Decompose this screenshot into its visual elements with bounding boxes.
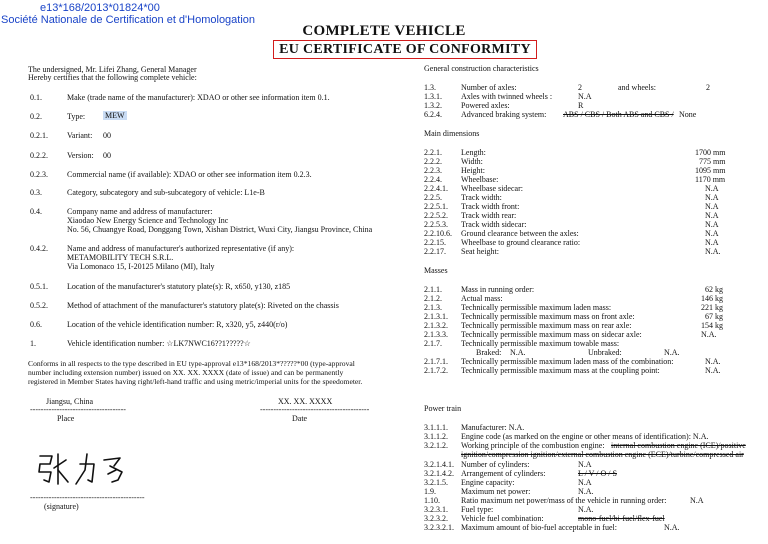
struck-option-text: mono-fuel/bi-fuel/flex-fuel bbox=[578, 514, 665, 523]
spec-number: 3.2.3.2. bbox=[424, 514, 448, 523]
spec-label: Technically permissible maximum towable mass: bbox=[461, 339, 620, 348]
spec-number: 2.2.5.1. bbox=[424, 202, 448, 211]
spec-label: and wheels: bbox=[618, 83, 656, 92]
spec-number: 3.2.1.2. bbox=[424, 441, 448, 450]
spec-number: 2.2.5.2. bbox=[424, 211, 448, 220]
place-dashes: ------------------------------------ bbox=[30, 405, 126, 414]
spec-label: Height: bbox=[461, 166, 485, 175]
spec-text: Working principle of the combustion engine: bbox=[461, 441, 605, 450]
item-number: 0.1. bbox=[30, 93, 42, 102]
item-text: Commercial name (if available): XDAO or other see information item 0.2.3. bbox=[67, 170, 312, 179]
spec-number: 2.2.10.6. bbox=[424, 229, 452, 238]
spec-text: Engine code (as marked on the engine or other means of identification): N.A. bbox=[461, 432, 709, 441]
struck-option-text: ABS / CBS / Both ABS and CBS / bbox=[563, 110, 674, 119]
spec-number: 2.2.1. bbox=[424, 148, 442, 157]
spec-label: Track width sidecar: bbox=[461, 220, 527, 229]
spec-value: N.A. bbox=[705, 357, 721, 366]
spec-number: 2.1.2. bbox=[424, 294, 442, 303]
struck-option-text: L / V / O / S bbox=[578, 469, 617, 478]
document-title: COMPLETE VEHICLE bbox=[302, 23, 466, 39]
spec-number: 2.1.3.2. bbox=[424, 321, 448, 330]
section-heading-general: General construction characteristics bbox=[424, 64, 539, 73]
section-heading-masses: Masses bbox=[424, 266, 448, 275]
spec-value: 221 kg bbox=[701, 303, 723, 312]
item-number: 0.5.1. bbox=[30, 282, 48, 291]
spec-label: Wheelbase sidecar: bbox=[461, 184, 523, 193]
type-value-highlighted: MEW bbox=[105, 111, 125, 120]
authority-header: Société Nationale de Certification et d'Homologation bbox=[1, 14, 256, 26]
spec-label: Length: bbox=[461, 148, 486, 157]
spec-number: 3.2.1.5. bbox=[424, 478, 448, 487]
spec-value: 1700 mm bbox=[695, 148, 726, 157]
spec-label: Technically permissible maximum mass on sidecar axle: bbox=[461, 330, 642, 339]
spec-value: 775 mm bbox=[699, 157, 726, 166]
spec-label: Width: bbox=[461, 157, 483, 166]
spec-value: 2 bbox=[706, 83, 710, 92]
spec-value: 62 kg bbox=[705, 285, 723, 294]
struck-option-text: internal combustion engine (ICE)/positive bbox=[611, 441, 746, 450]
spec-number: 2.1.3. bbox=[424, 303, 442, 312]
item-number: 0.2. bbox=[30, 112, 42, 121]
spec-value: N.A. bbox=[664, 348, 680, 357]
representative-name: METAMOBILITY TECH S.R.L. bbox=[67, 253, 174, 262]
item-text: Name and address of manufacturer's authorized representative (if any): bbox=[67, 244, 295, 253]
spec-label: Engine capacity: bbox=[461, 478, 515, 487]
spec-value: N.A bbox=[705, 184, 719, 193]
item-text: Company name and address of manufacturer: bbox=[67, 207, 213, 216]
item-number: 1. bbox=[30, 339, 36, 348]
item-text: Make (trade name of the manufacturer): XDAO or other see information item 0.1. bbox=[67, 93, 330, 102]
spec-number: 3.2.3.1. bbox=[424, 505, 448, 514]
spec-value: N.A. bbox=[701, 330, 717, 339]
item-number: 0.2.2. bbox=[30, 151, 48, 160]
spec-value: R bbox=[578, 101, 584, 110]
intro-line-1: The undersigned, Mr. Lifei Zhang, General Manager bbox=[28, 65, 197, 74]
spec-number: 2.1.3.1. bbox=[424, 312, 448, 321]
spec-number: 2.1.7. bbox=[424, 339, 442, 348]
spec-label: Arrangement of cylinders: bbox=[461, 469, 546, 478]
conformity-line-1: Conforms in all respects to the type described in EU type-approval e13*168/2013*?????*00 (type-approval bbox=[28, 359, 355, 368]
spec-number: 3.1.1.1. bbox=[424, 423, 448, 432]
document-subtitle-boxed: EU CERTIFICATE OF CONFORMITY bbox=[273, 40, 537, 59]
spec-number: 3.2.1.4.1. bbox=[424, 460, 454, 469]
spec-value: N.A bbox=[705, 211, 719, 220]
spec-number: 1.10. bbox=[424, 496, 440, 505]
spec-value: N.A bbox=[578, 92, 592, 101]
spec-value: N.A. bbox=[705, 247, 721, 256]
spec-value: N.A bbox=[578, 460, 592, 469]
signature-label: (signature) bbox=[44, 502, 79, 511]
item-text: Location of the manufacturer's statutory plate(s): R, x650, y130, z185 bbox=[67, 282, 291, 291]
spec-label: Number of cylinders: bbox=[461, 460, 530, 469]
intro-line-2: Hereby certifies that the following complete vehicle: bbox=[28, 73, 197, 82]
spec-label: Advanced braking system: bbox=[461, 110, 547, 119]
spec-value: 1170 mm bbox=[695, 175, 726, 184]
spec-value: 146 kg bbox=[701, 294, 723, 303]
section-heading-dimensions: Main dimensions bbox=[424, 129, 480, 138]
item-label: Version: bbox=[67, 151, 94, 160]
spec-value: N.A. bbox=[664, 523, 680, 532]
manufacturer-address: No. 56, Chuangye Road, Donggang Town, Xishan District, Wuxi City, Jiangsu Province, China bbox=[67, 225, 373, 234]
spec-text: Manufacturer: N.A. bbox=[461, 423, 525, 432]
spec-text: Maximum amount of bio-fuel acceptable in fuel: bbox=[461, 523, 617, 532]
spec-number: 1.3.1. bbox=[424, 92, 442, 101]
spec-number: 2.1.1. bbox=[424, 285, 442, 294]
spec-label: Technically permissible maximum mass on front axle: bbox=[461, 312, 635, 321]
spec-label: Seat height: bbox=[461, 247, 499, 256]
spec-label: Powered axles: bbox=[461, 101, 510, 110]
item-number: 0.2.1. bbox=[30, 131, 48, 140]
spec-label: Technically permissible maximum mass at the coupling point: bbox=[461, 366, 660, 375]
manufacturer-name: Xiaodao New Energy Science and Technology Inc bbox=[67, 216, 229, 225]
spec-value: 2 bbox=[578, 83, 582, 92]
section-heading-power-train: Power train bbox=[424, 404, 462, 413]
spec-number: 3.2.1.4.2. bbox=[424, 469, 454, 478]
item-number: 0.5.2. bbox=[30, 301, 48, 310]
spec-label: Number of axles: bbox=[461, 83, 517, 92]
handwritten-signature bbox=[36, 450, 136, 490]
item-number: 0.6. bbox=[30, 320, 42, 329]
spec-label: Braked: bbox=[476, 348, 502, 357]
signature-dashes: ------------------------------------------- bbox=[30, 493, 145, 502]
spec-value: N.A bbox=[690, 496, 704, 505]
spec-number: 1.3. bbox=[424, 83, 436, 92]
spec-label: Wheelbase: bbox=[461, 175, 499, 184]
spec-value: N.A bbox=[705, 193, 719, 202]
spec-number: 2.2.2. bbox=[424, 157, 442, 166]
item-value: 00 bbox=[103, 151, 111, 160]
spec-number: 2.1.3.3. bbox=[424, 330, 448, 339]
item-text: Location of the vehicle identification number: R, x320, y5, z440(r/o) bbox=[67, 320, 288, 329]
spec-number: 1.9. bbox=[424, 487, 436, 496]
spec-label: Technically permissible maximum laden mass of the combination: bbox=[461, 357, 674, 366]
spec-number: 2.2.4.1. bbox=[424, 184, 448, 193]
item-text: Category, subcategory and sub-subcategory of vehicle: L1e-B bbox=[67, 188, 265, 197]
spec-label: Technically permissible maximum mass on rear axle: bbox=[461, 321, 632, 330]
spec-label: Vehicle fuel combination: bbox=[461, 514, 544, 523]
spec-number: 2.2.5.3. bbox=[424, 220, 448, 229]
spec-number: 2.2.4. bbox=[424, 175, 442, 184]
item-label: Variant: bbox=[67, 131, 93, 140]
spec-number: 3.2.3.2.1. bbox=[424, 523, 454, 532]
date-label: Date bbox=[292, 414, 308, 423]
spec-value: N.A. bbox=[578, 487, 594, 496]
spec-number: 2.1.7.2. bbox=[424, 366, 448, 375]
struck-option-text: ignition/compression ignition/external combustion engine (ECE)/turbine/compressed air bbox=[461, 450, 744, 459]
spec-label: Mass in running order: bbox=[461, 285, 535, 294]
spec-number: 1.3.2. bbox=[424, 101, 442, 110]
spec-label: Track width: bbox=[461, 193, 502, 202]
spec-value: 154 kg bbox=[701, 321, 723, 330]
item-number: 0.3. bbox=[30, 188, 42, 197]
item-label: Type: bbox=[67, 112, 86, 121]
place-label: Place bbox=[57, 414, 75, 423]
approval-number-header: e13*168/2013*01824*00 bbox=[40, 2, 160, 14]
conformity-line-3: registered in Member States having right/left-hand traffic and using metric/imperial units for the speedometer. bbox=[28, 377, 363, 386]
item-number: 0.2.3. bbox=[30, 170, 48, 179]
spec-value: N.A. bbox=[578, 505, 594, 514]
item-value: 00 bbox=[103, 131, 111, 140]
spec-label: Actual mass: bbox=[461, 294, 503, 303]
spec-number: 2.2.3. bbox=[424, 166, 442, 175]
spec-text: Ratio maximum net power/mass of the vehicle in running order: bbox=[461, 496, 667, 505]
spec-value: N.A bbox=[705, 229, 719, 238]
spec-number: 2.2.5. bbox=[424, 193, 442, 202]
item-number: 0.4. bbox=[30, 207, 42, 216]
spec-value: 1095 mm bbox=[695, 166, 726, 175]
spec-value: N.A bbox=[705, 202, 719, 211]
date-dashes: ----------------------------------------- bbox=[260, 405, 370, 414]
spec-label: Maximum net power: bbox=[461, 487, 531, 496]
representative-address: Via Lomonaco 15, I-20125 Milano (MI), Italy bbox=[67, 262, 215, 271]
spec-label: Technically permissible maximum laden mass: bbox=[461, 303, 612, 312]
spec-value: N.A bbox=[578, 478, 592, 487]
spec-value: 67 kg bbox=[705, 312, 723, 321]
spec-label: Fuel type: bbox=[461, 505, 494, 514]
spec-label: Ground clearance between the axles: bbox=[461, 229, 579, 238]
spec-value: N.A. bbox=[510, 348, 526, 357]
item-text: Method of attachment of the manufacturer's statutory plate(s): Riveted on the chassis bbox=[67, 301, 339, 310]
conformity-line-2: number including extension number) issued on XX. XX. XXXX (date of issue) and can be permanently bbox=[28, 368, 344, 377]
spec-label: Track width rear: bbox=[461, 211, 517, 220]
spec-label: Axles with twinned wheels : bbox=[461, 92, 553, 101]
spec-value: N.A. bbox=[705, 366, 721, 375]
spec-number: 6.2.4. bbox=[424, 110, 442, 119]
item-number: 0.4.2. bbox=[30, 244, 48, 253]
spec-number: 2.2.15. bbox=[424, 238, 446, 247]
spec-number: 3.1.1.2. bbox=[424, 432, 448, 441]
spec-value: None bbox=[679, 110, 697, 119]
spec-value: N.A bbox=[705, 238, 719, 247]
date-value: XX. XX. XXXX bbox=[278, 397, 333, 406]
spec-value: N.A bbox=[705, 220, 719, 229]
spec-label: Unbraked: bbox=[588, 348, 622, 357]
spec-number: 2.2.17. bbox=[424, 247, 446, 256]
spec-number: 2.1.7.1. bbox=[424, 357, 448, 366]
spec-label: Track width front: bbox=[461, 202, 520, 211]
vin-text: Vehicle identification number: ☆LK7NWC16??1?????☆ bbox=[67, 339, 251, 348]
spec-label: Wheelbase to ground clearance ratio: bbox=[461, 238, 581, 247]
place-value: Jiangsu, China bbox=[46, 397, 94, 406]
